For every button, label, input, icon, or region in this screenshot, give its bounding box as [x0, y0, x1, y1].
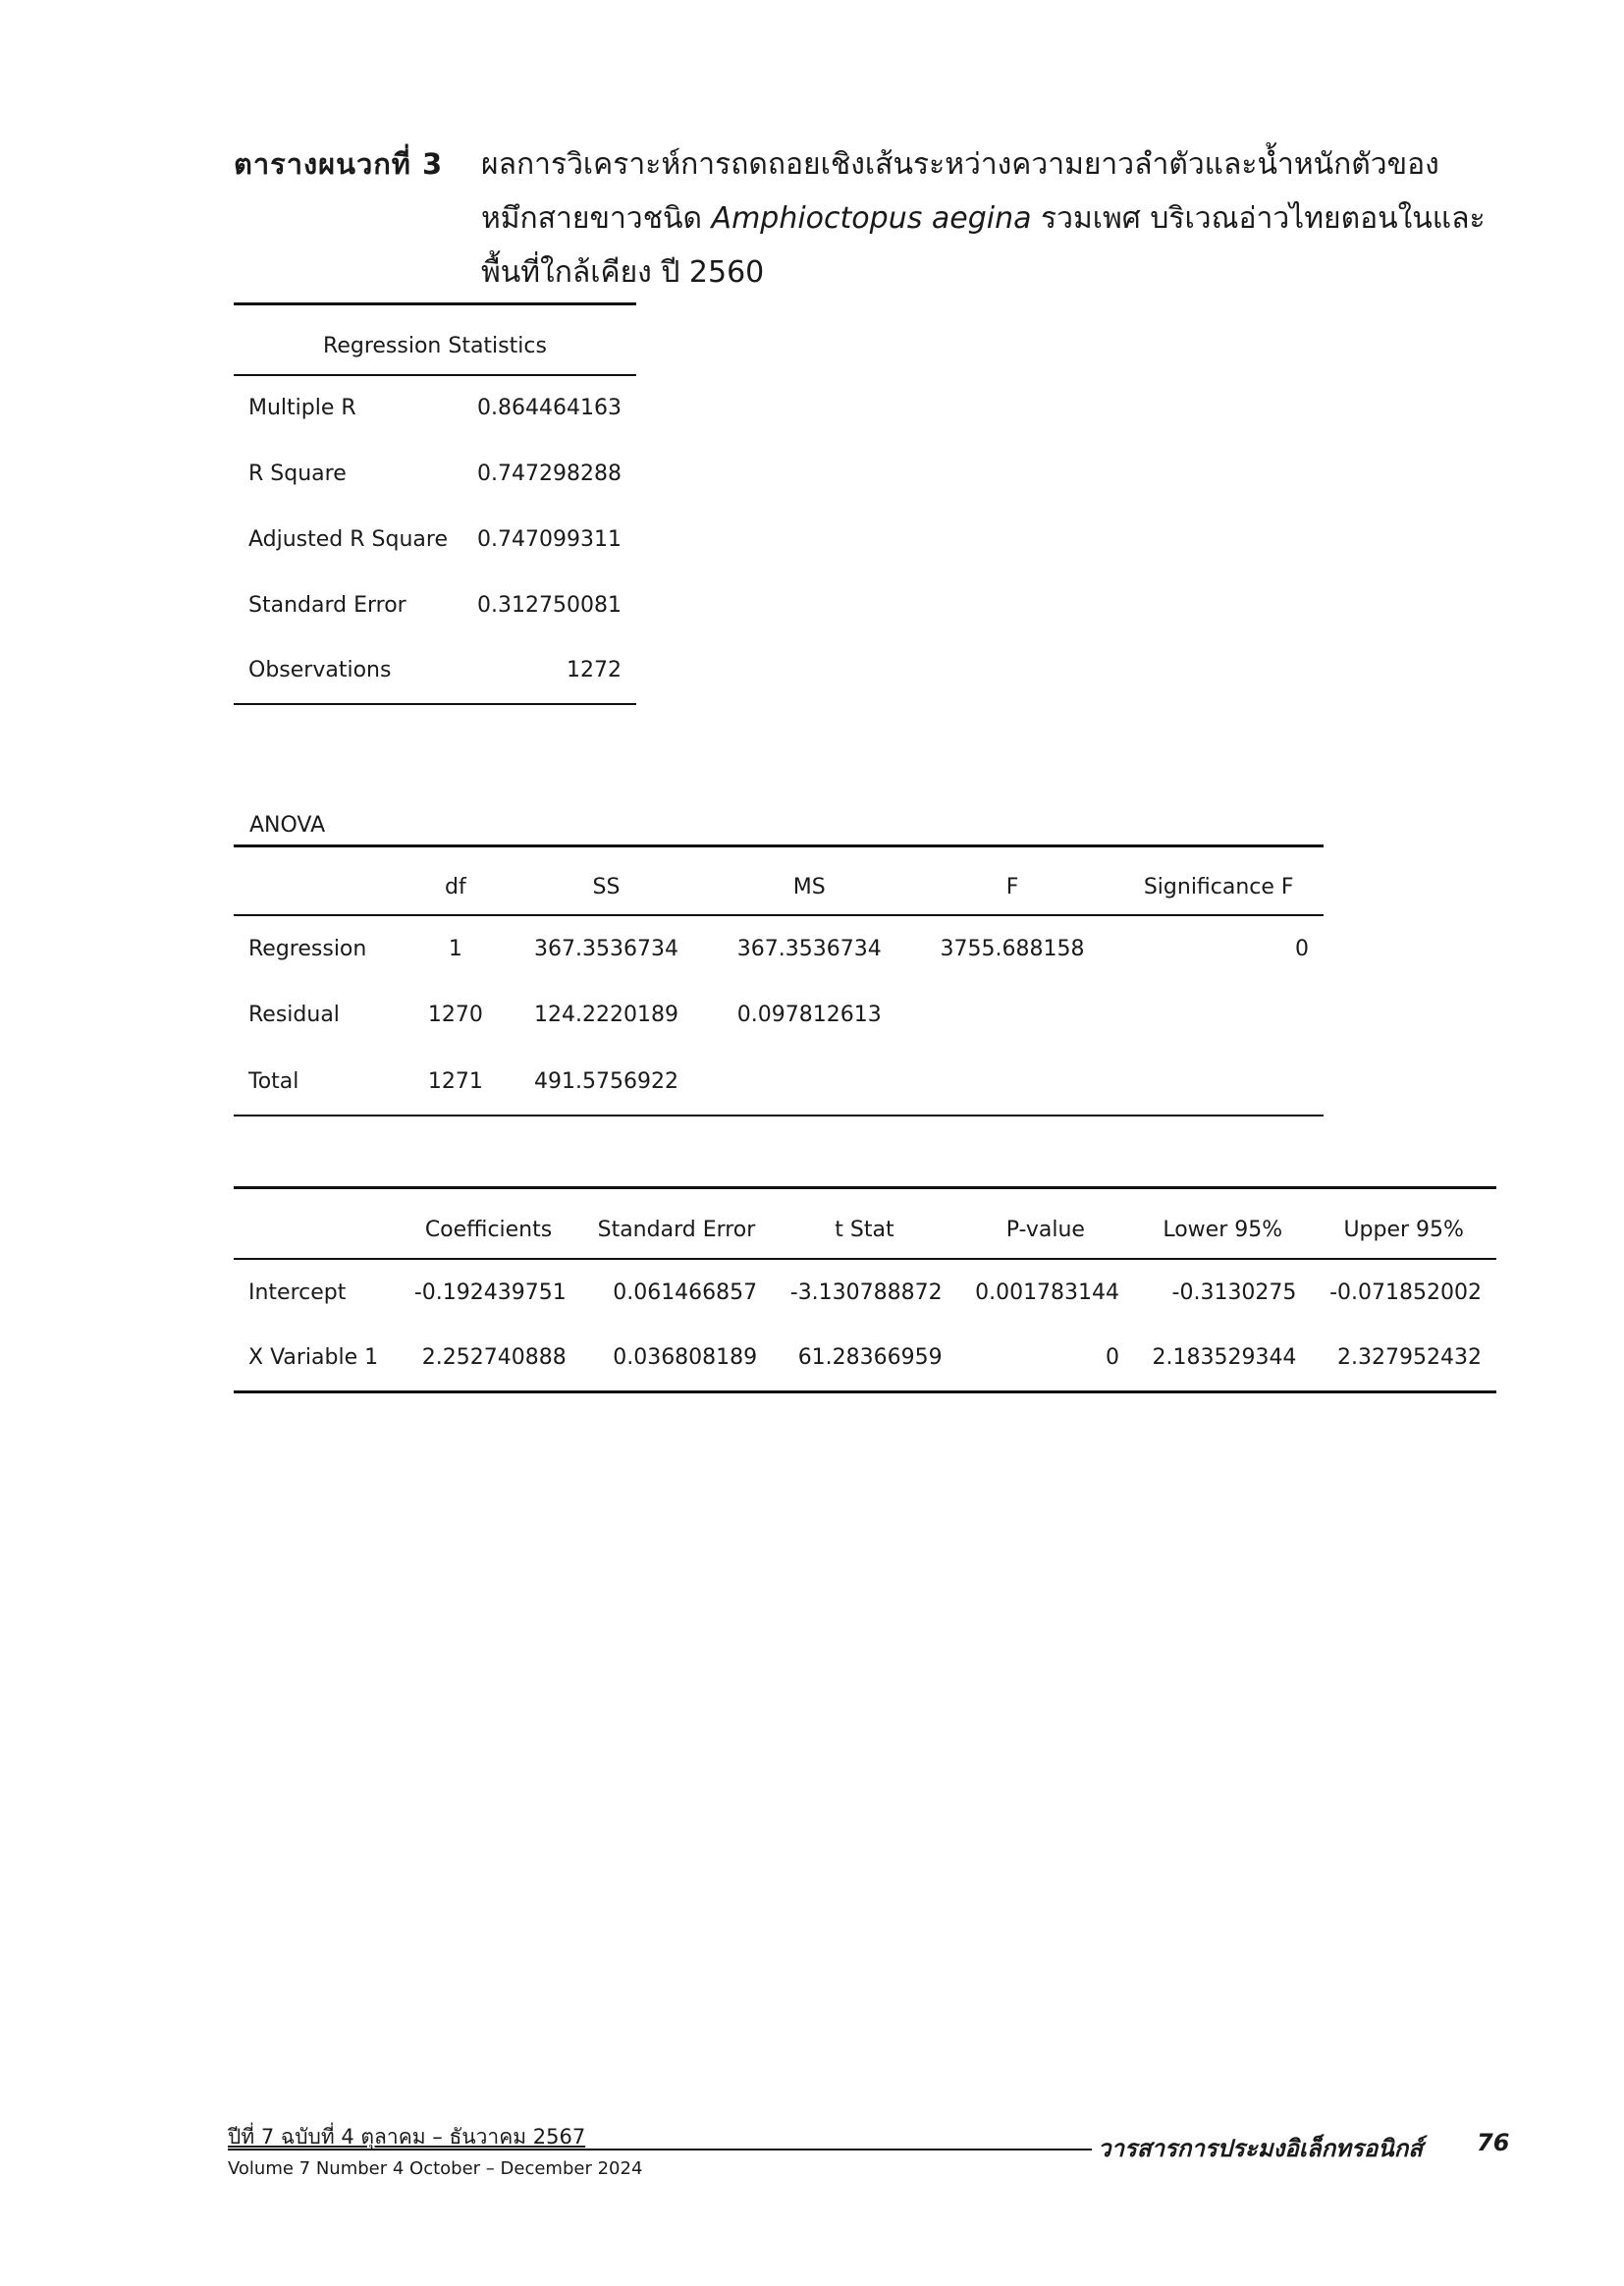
table-row	[234, 1259, 1496, 1326]
table-cell: 367.3536734	[534, 936, 678, 961]
table-row	[234, 507, 636, 572]
table-row	[234, 638, 636, 704]
table-row	[234, 1326, 1496, 1392]
table-row	[234, 1049, 1324, 1116]
table-cell: 61.28366959	[772, 1326, 956, 1392]
table-cell	[911, 982, 1114, 1049]
row-label: Total	[234, 1049, 406, 1116]
table-cell	[911, 1049, 1114, 1116]
table-cell: 367.3536734	[736, 936, 882, 961]
caption-text-after: รวมเพศ บริเวณอ่าวไทยตอนในและพื้นที่ใกล้เคียง ปี 2560	[481, 201, 1486, 290]
table-cell: 0.097812613	[736, 1003, 882, 1027]
regression-statistics-table	[234, 302, 636, 705]
species-name: Amphioctopus aegina	[711, 201, 1032, 236]
table-cell: 0	[1295, 936, 1309, 961]
page-number: 76	[1477, 2129, 1510, 2156]
column-header: Significance F	[1113, 846, 1324, 915]
row-label: Residual	[248, 1003, 340, 1027]
stat-value: 0.747099311	[477, 526, 622, 552]
column-header	[234, 846, 406, 915]
column-header: Coefficients	[396, 1188, 580, 1259]
column-header: t Stat	[772, 1188, 956, 1259]
column-header: P-value	[957, 1188, 1134, 1259]
table-cell: 124.2220189	[534, 1003, 678, 1027]
column-header	[234, 1188, 396, 1259]
table-cell: 0.061466857	[613, 1279, 758, 1305]
table-cell: 491.5756922	[505, 1049, 708, 1116]
caption-text	[481, 137, 1490, 299]
footer-issue-english: Volume 7 Number 4 October – December 2024	[228, 2158, 643, 2179]
table-cell: 3755.688158	[940, 936, 1085, 961]
table-cell: 0	[957, 1326, 1134, 1392]
table-row	[234, 441, 636, 507]
coefficients-table	[234, 1186, 1496, 1393]
footer-journal-name: วารสารการประมงอิเล็กทรอนิกส์	[1098, 2135, 1423, 2162]
table-cell: 2.252740888	[396, 1326, 580, 1392]
stat-label: Adjusted R Square	[248, 526, 448, 552]
stat-value: 0.312750081	[477, 592, 622, 618]
column-header: SS	[505, 846, 708, 915]
table-row	[234, 375, 636, 441]
footer-issue-thai: ปีที่ 7 ฉบับที่ 4 ตุลาคม – ธันวาคม 2567	[228, 2125, 586, 2149]
table-cell: -3.130788872	[789, 1279, 943, 1305]
table-cell: 2.327952432	[1311, 1326, 1496, 1392]
stat-label: Multiple R	[248, 396, 356, 420]
table-cell: 1270	[427, 1003, 483, 1027]
caption-label: ตารางผนวกที่ 3	[234, 147, 444, 181]
table-row	[234, 982, 1324, 1049]
table-cell: -0.3130275	[1171, 1279, 1297, 1305]
stat-value: 0.864464163	[477, 396, 622, 420]
table-cell	[1113, 1049, 1324, 1116]
column-header: Standard Error	[581, 1188, 772, 1259]
caption-text-before: ผลการวิเคราะห์การถดถอยเชิงเส้นระหว่างความยาวลำตัวและน้ำหนักตัวของหมึกสายขาวชนิด	[481, 147, 1439, 236]
stat-label: Observations	[234, 638, 462, 704]
table-cell: -0.071852002	[1329, 1279, 1482, 1305]
column-header: F	[911, 846, 1114, 915]
footer-divider	[228, 2149, 1092, 2150]
stat-value: 0.747298288	[477, 461, 622, 486]
stat-label: Standard Error	[248, 592, 406, 618]
stat-value: 1272	[462, 638, 636, 704]
row-label: Intercept	[248, 1279, 347, 1305]
table-row	[234, 572, 636, 638]
row-label: Regression	[248, 936, 367, 961]
table-cell	[1113, 982, 1324, 1049]
table-row	[234, 915, 1324, 982]
table-cell: -0.192439751	[413, 1279, 567, 1305]
regression-statistics-header: Regression Statistics	[234, 304, 636, 375]
table-cell: 1271	[406, 1049, 505, 1116]
table-cell	[708, 1049, 911, 1116]
column-header: MS	[708, 846, 911, 915]
column-header: Lower 95%	[1134, 1188, 1311, 1259]
table-cell: 2.183529344	[1134, 1326, 1311, 1392]
anova-table	[234, 844, 1324, 1116]
anova-title: ANOVA	[249, 813, 326, 838]
row-label: X Variable 1	[234, 1326, 396, 1392]
table-cell: 0.036808189	[581, 1326, 772, 1392]
stat-label: R Square	[248, 461, 347, 486]
column-header: Upper 95%	[1311, 1188, 1496, 1259]
table-cell: 1	[448, 936, 462, 961]
column-header: df	[406, 846, 505, 915]
table-cell: 0.001783144	[975, 1279, 1120, 1305]
